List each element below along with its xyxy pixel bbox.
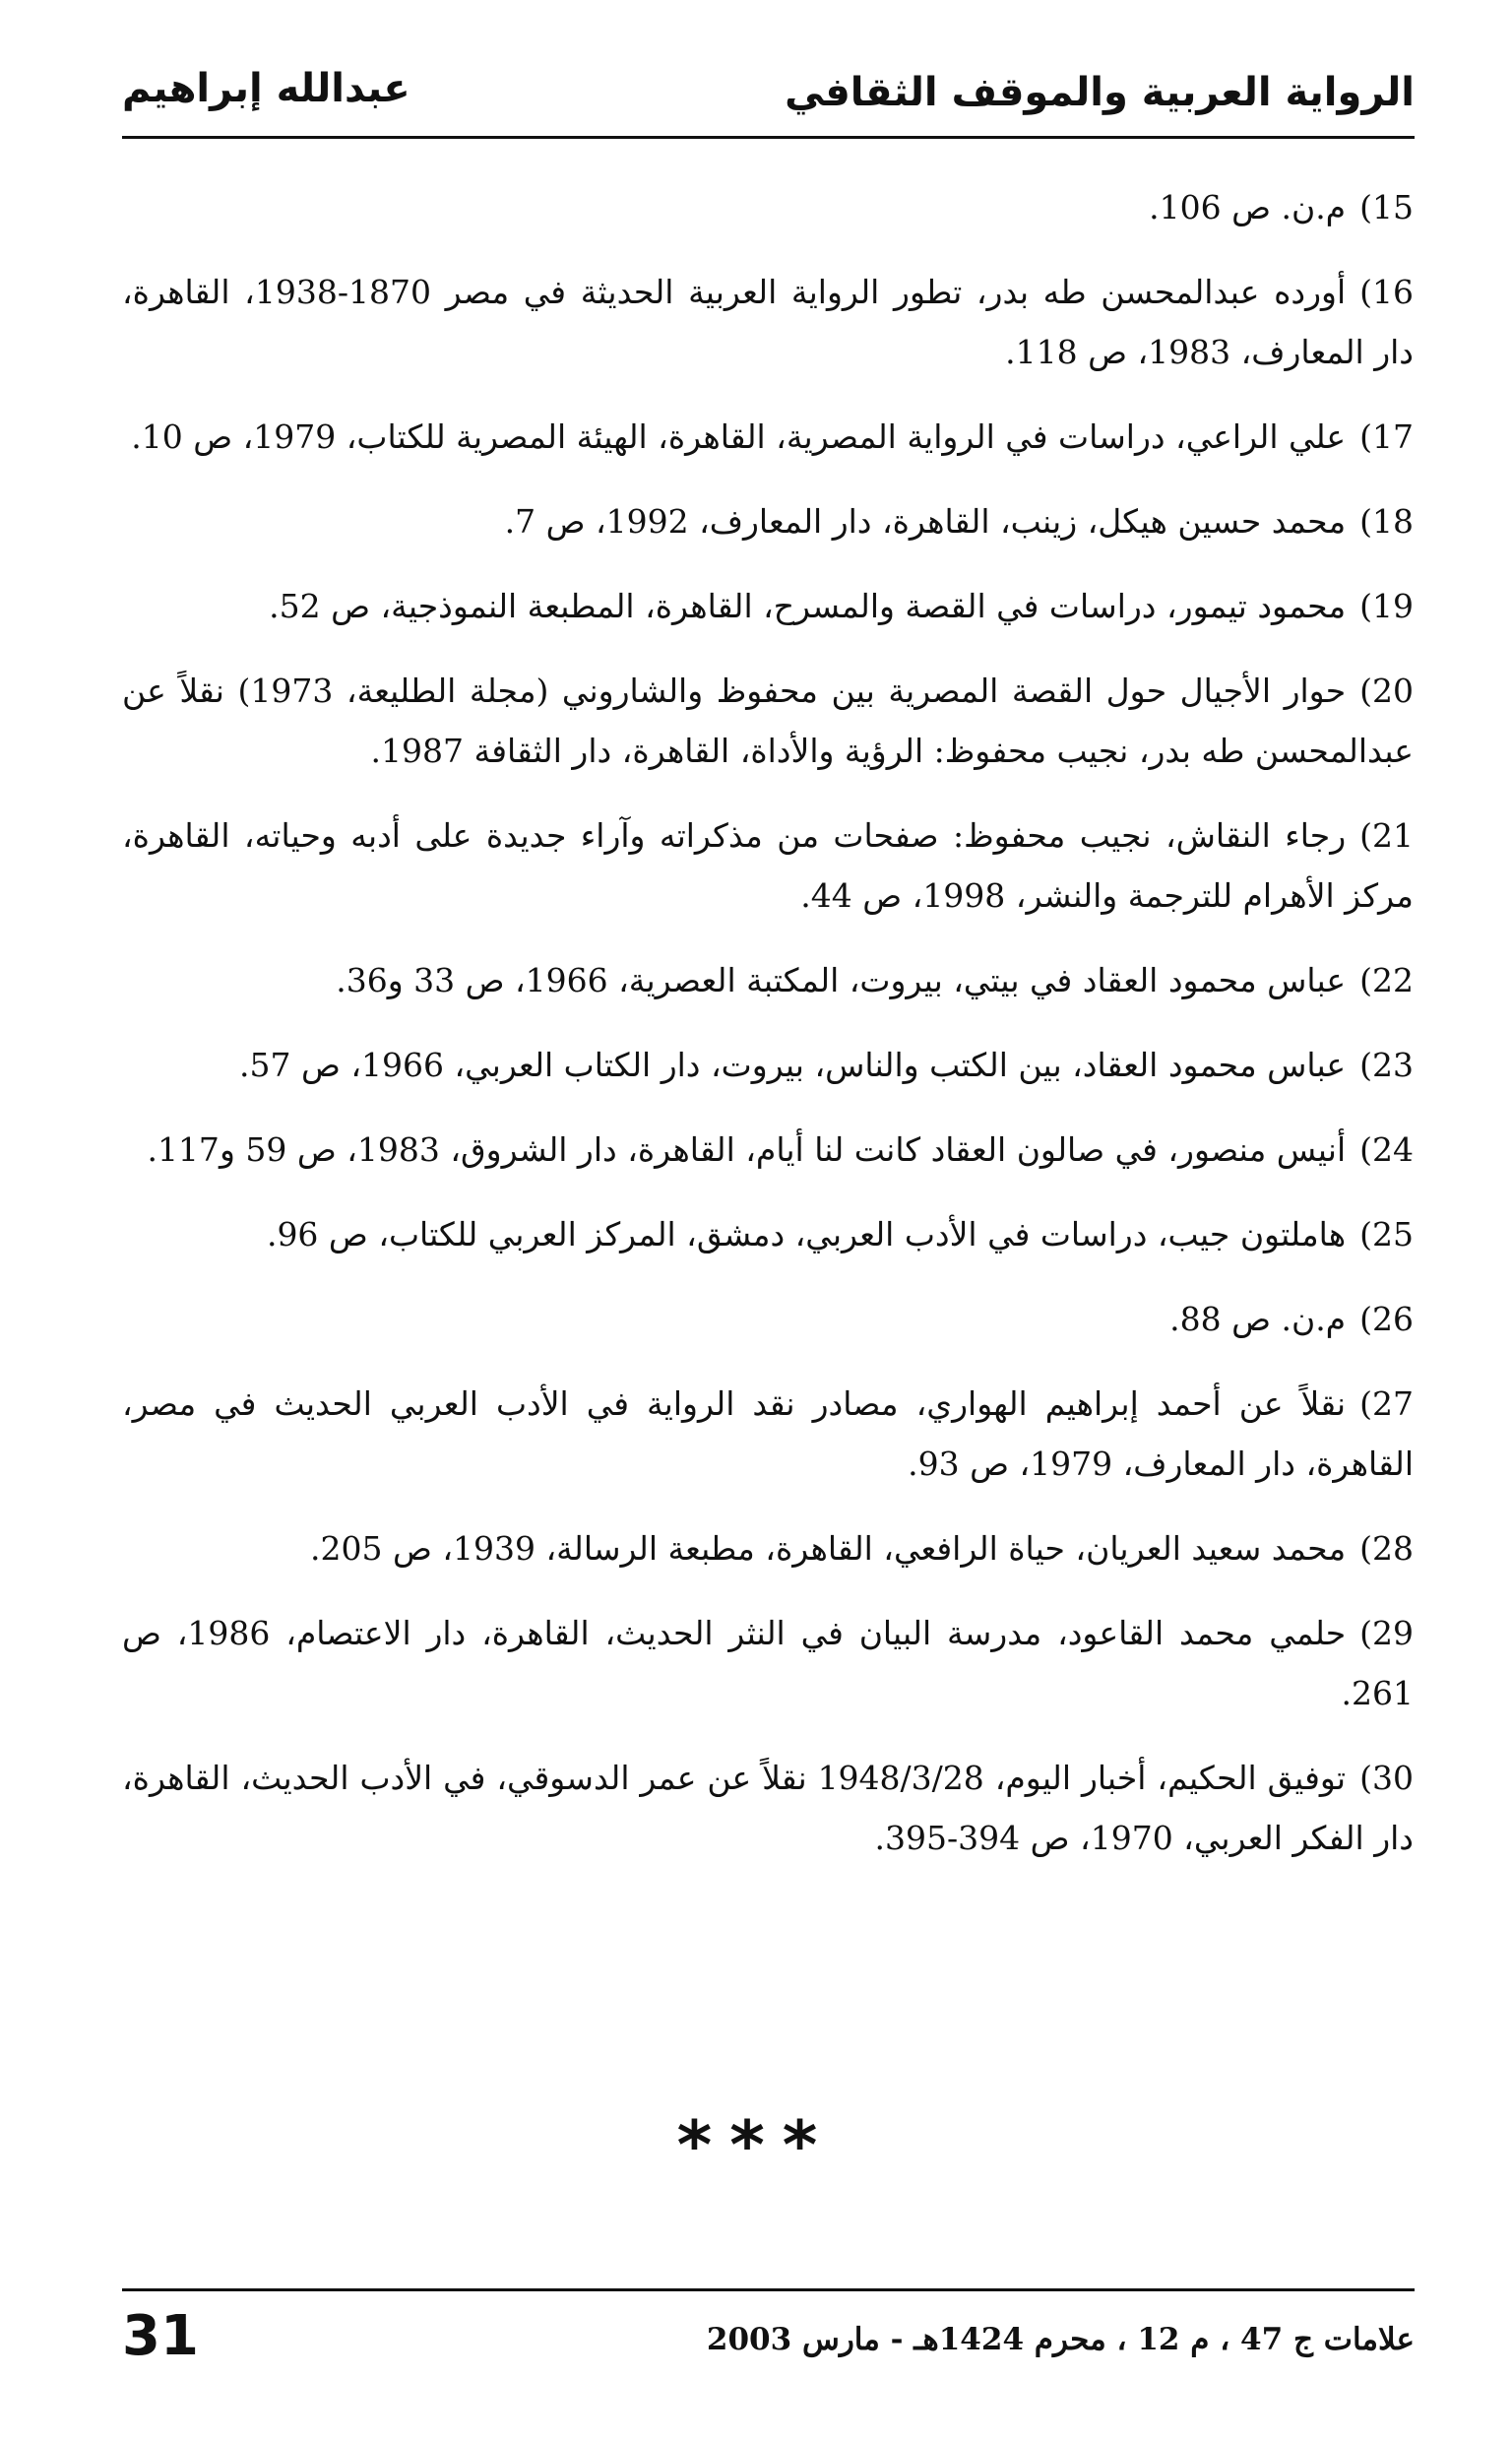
endnote-24 (122, 1120, 1414, 1180)
endnote-number: 26) (1359, 1300, 1414, 1338)
endnote-text: توفيق الحكيم، أخبار اليوم، 1948/3/28 نقلاً عن عمر الدسوقي، في الأدب الحديث، القاهرة، دار الفكر العربي، 1970، ص 394-395. (122, 1759, 1414, 1857)
endnote-16 (122, 262, 1414, 382)
endnote-number: 28) (1359, 1529, 1414, 1568)
endnote-text: حوار الأجيال حول القصة المصرية بين محفوظ والشاروني (مجلة الطليعة، 1973) نقلاً عن عبدالمحسن طه بدر، نجيب محفوظ: الرؤية والأداة، القاهرة، دار الثقافة 1987. (122, 672, 1414, 770)
endnote-27 (122, 1374, 1414, 1494)
endnote-number: 15) (1359, 188, 1414, 226)
endnote-19 (122, 576, 1414, 636)
section-end-asterisks: *** (676, 2107, 836, 2185)
header-rule (122, 136, 1415, 139)
endnote-23 (122, 1035, 1414, 1095)
endnote-26 (122, 1289, 1414, 1349)
endnote-text: عباس محمود العقاد في بيتي، بيروت، المكتبة العصرية، 1966، ص 33 و36. (336, 961, 1347, 999)
endnote-text: م.ن. ص 106. (1149, 188, 1347, 226)
endnote-29 (122, 1603, 1414, 1723)
endnote-text: رجاء النقاش، نجيب محفوظ: صفحات من مذكراته وآراء جديدة على أدبه وحياته، القاهرة، مركز الأهرام للترجمة والنشر، 1998، ص 44. (122, 816, 1414, 915)
endnote-15 (122, 177, 1414, 237)
endnote-number: 29) (1359, 1614, 1414, 1652)
endnote-text: محمد حسين هيكل، زينب، القاهرة، دار المعارف، 1992، ص 7. (504, 502, 1347, 541)
endnote-number: 19) (1359, 587, 1414, 625)
endnote-text: أورده عبدالمحسن طه بدر، تطور الرواية العربية الحديثة في مصر 1870-1938، القاهرة، دار المعارف، 1983، ص 118. (122, 273, 1414, 371)
endnote-number: 27) (1359, 1384, 1414, 1423)
endnote-text: م.ن. ص 88. (1169, 1300, 1347, 1338)
running-header (122, 61, 1415, 130)
endnote-21 (122, 805, 1414, 926)
endnote-text: هاملتون جيب، دراسات في الأدب العربي، دمشق، المركز العربي للكتاب، ص 96. (266, 1215, 1347, 1253)
endnote-number: 18) (1359, 502, 1414, 541)
endnote-text: نقلاً عن أحمد إبراهيم الهواري، مصادر نقد الرواية في الأدب العربي الحديث في مصر، القاهرة، دار المعارف، 1979، ص 93. (122, 1384, 1414, 1483)
endnote-28 (122, 1518, 1414, 1578)
endnote-number: 22) (1359, 961, 1414, 999)
page-number: 31 (122, 2304, 199, 2368)
endnote-20 (122, 661, 1414, 781)
journal-issue-info: علامات ج 47 ، م 12 ، محرم 1424هـ - مارس 2003 (706, 2322, 1415, 2357)
endnote-text: محمد سعيد العريان، حياة الرافعي، القاهرة، مطبعة الرسالة، 1939، ص 205. (309, 1529, 1347, 1568)
footer-rule (122, 2288, 1415, 2291)
endnote-number: 25) (1359, 1215, 1414, 1253)
endnote-17 (122, 407, 1414, 467)
endnotes-list (122, 177, 1414, 1893)
endnote-number: 16) (1359, 273, 1414, 311)
book-title: الرواية العربية والموقف الثقافي (785, 70, 1415, 115)
endnote-text: محمود تيمور، دراسات في القصة والمسرح، القاهرة، المطبعة النموذجية، ص 52. (269, 587, 1347, 625)
endnote-number: 20) (1359, 672, 1415, 710)
endnote-22 (122, 950, 1414, 1010)
endnote-text: علي الراعي، دراسات في الرواية المصرية، القاهرة، الهيئة المصرية للكتاب، 1979، ص 10. (131, 418, 1347, 456)
endnote-text: أنيس منصور، في صالون العقاد كانت لنا أيام، القاهرة، دار الشروق، 1983، ص 59 و117. (147, 1130, 1347, 1169)
endnote-number: 23) (1359, 1046, 1414, 1084)
endnote-number: 21) (1359, 816, 1414, 855)
endnote-number: 24) (1359, 1130, 1414, 1169)
endnote-number: 30) (1359, 1759, 1414, 1797)
endnote-25 (122, 1204, 1414, 1264)
endnote-text: حلمي محمد القاعود، مدرسة البيان في النثر الحديث، القاهرة، دار الاعتصام، 1986، ص 261. (122, 1614, 1414, 1712)
endnote-text: عباس محمود العقاد، بين الكتب والناس، بيروت، دار الكتاب العربي، 1966، ص 57. (238, 1046, 1347, 1084)
endnote-30 (122, 1748, 1414, 1868)
author-name: عبدالله إبراهيم (122, 66, 410, 111)
endnote-18 (122, 491, 1414, 551)
endnote-number: 17) (1359, 418, 1414, 456)
